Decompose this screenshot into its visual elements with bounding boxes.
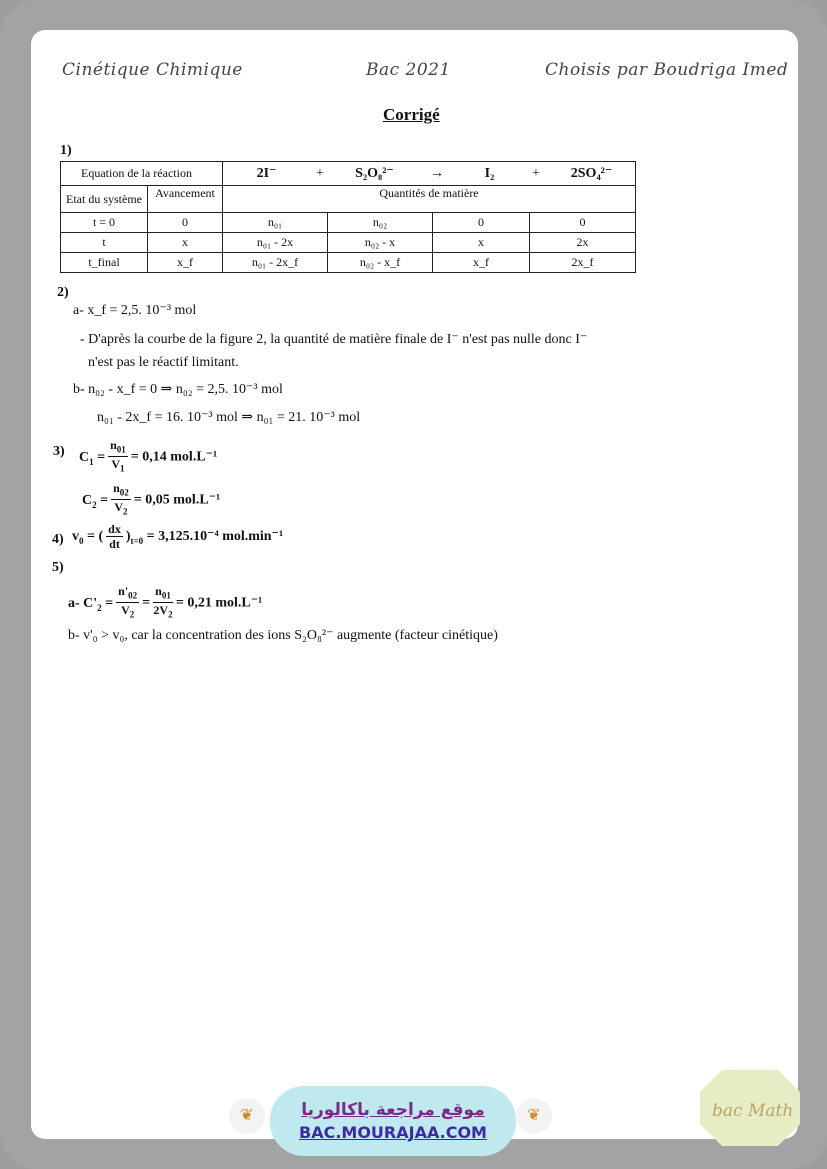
v0-symbol: $v_0$ = ( (72, 529, 104, 547)
table-cell: n₀₁ - 2x_f (223, 253, 328, 273)
c1-fraction: $\frac{n_{01}}{V_1}$ (110, 438, 126, 474)
table-cell: x (148, 233, 223, 253)
table-cell: t (61, 233, 148, 253)
q3-label: 3) (53, 444, 65, 459)
eq-term: 2SO₄²⁻ (570, 166, 613, 181)
table-cell: 0 (433, 213, 530, 233)
eq-term: S₂O₈²⁻ (355, 166, 394, 181)
q5a-result: = 0,21 mol.L⁻¹ (175, 595, 263, 611)
book-logo-icon: ❦ (516, 1098, 552, 1134)
q2a-note-line1: - D'après la courbe de la figure 2, la quantité de matière finale de I⁻ n'est pas nulle donc I⁻ (80, 332, 588, 347)
reaction-table (60, 161, 636, 273)
v0-derivative: $\frac{dx}{dt}$ (108, 522, 121, 551)
q4-label: 4) (52, 532, 64, 547)
eq-arrow: → (430, 166, 444, 181)
table-cell: n₀₁ - 2x (223, 233, 328, 253)
brand-text: bac Math (712, 1101, 794, 1121)
header-topic: Cinétique Chimique (62, 60, 243, 80)
eq-term: 2I⁻ (256, 166, 277, 181)
q5-label: 5) (52, 560, 64, 575)
table-cell: x (433, 233, 530, 253)
q5a-fraction-2: $\frac{n_{01}}{2V_2}$ (153, 584, 173, 620)
page-title: Corrigé (383, 105, 440, 124)
q2b-line2: n₀₁ - 2x_f = 16. 10⁻³ mol ⇒ n₀₁ = 21. 10⁻³ mol (97, 410, 361, 425)
eq-plus: + (532, 166, 540, 181)
v0-subscript: )$_{t=0}$ (125, 529, 144, 547)
eq-plus: + (316, 166, 324, 181)
q5a-fraction-1: $\frac{n'_{02}}{V_2}$ (118, 584, 138, 620)
advance-header: Avancement (148, 186, 223, 213)
table-cell: 2x (530, 233, 636, 253)
c2-symbol: $C_2$ = (82, 492, 109, 510)
header-year: Bac 2021 (366, 60, 451, 80)
header-author: Choisis par Boudriga Imed (545, 60, 789, 80)
q1-label: 1) (60, 143, 72, 158)
c1-result: = 0,14 mol.L⁻¹ (130, 449, 218, 465)
table-cell: t_final (61, 253, 148, 273)
table-cell: n₀₂ - x_f (328, 253, 433, 273)
bac-math-logo (698, 1068, 802, 1148)
v0-result: = 3,125.10⁻⁴ mol.min⁻¹ (146, 529, 284, 545)
c2-result: = 0,05 mol.L⁻¹ (133, 492, 221, 508)
table-cell: x_f (433, 253, 530, 273)
quantities-header: Quantités de matière (223, 186, 636, 213)
table-cell: 0 (530, 213, 636, 233)
c2-formula (82, 481, 220, 520)
c1-formula (79, 438, 217, 477)
q2b-line1: b- n₀₂ - x_f = 0 ⇒ n₀₂ = 2,5. 10⁻³ mol (73, 382, 283, 397)
c1-symbol: $C_1$ = (79, 449, 106, 467)
state-header: Etat du système (61, 186, 148, 213)
v0-formula (72, 522, 283, 552)
site-arabic-name[interactable]: موقع مراجعة باكالوريا (301, 1100, 485, 1120)
q2a-note-line2: n'est pas le réactif limitant. (88, 355, 239, 370)
eq-term: I₂ (484, 166, 495, 181)
site-banner[interactable] (270, 1086, 516, 1156)
table-cell: x_f (148, 253, 223, 273)
q5a-formula: a- $C'_2$ = $\frac{n'_{02}}{V_2}$ = $\frac{n_{01}}{2V_2}$ = 0,21 mol.L⁻¹ (68, 584, 262, 623)
equation-cell (223, 162, 636, 186)
book-logo-icon: ❦ (229, 1098, 265, 1134)
table-cell: n₀₂ - x (328, 233, 433, 253)
table-cell: n₀₂ (328, 213, 433, 233)
table-cell: t = 0 (61, 213, 148, 233)
c2-fraction: $\frac{n_{02}}{V_2}$ (113, 481, 129, 517)
q5b-answer: b- v'₀ > v₀, car la concentration des ions S₂O₈²⁻ augmente (facteur cinétique) (68, 628, 498, 643)
table-cell: 0 (148, 213, 223, 233)
eq-header: Equation de la réaction (61, 162, 223, 186)
table-cell: 2x_f (530, 253, 636, 273)
q2-label: 2) (57, 285, 69, 300)
table-cell: n₀₁ (223, 213, 328, 233)
site-url-link[interactable]: BAC.MOURAJAA.COM (299, 1123, 487, 1142)
q2a-answer: a- x_f = 2,5. 10⁻³ mol (73, 303, 197, 318)
q5a-prefix: a- $C'_2$ = (68, 595, 114, 613)
